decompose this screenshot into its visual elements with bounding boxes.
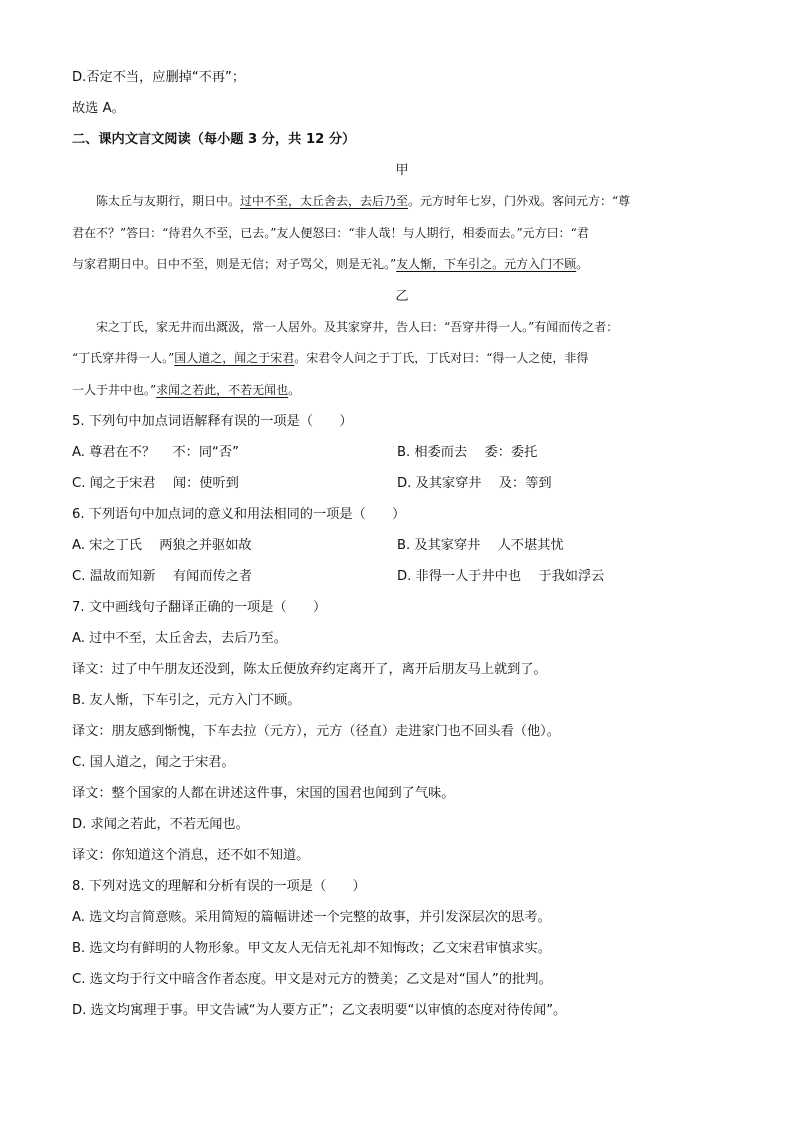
document-page xyxy=(72,62,732,1026)
underlined-sentence-3: 国人道之，闻之于宋君 xyxy=(174,351,295,365)
question-5-option-d: D. 及其家穿井 及：等到 xyxy=(397,476,552,491)
answer-option-d: D.否定不当，应删掉“不再”； xyxy=(72,70,246,85)
question-7-option-b: B. 友人惭，下车引之，元方入门不顾。 xyxy=(72,693,301,708)
question-5-option-a: A. 尊君在不？ 不：同“否” xyxy=(72,445,239,460)
question-6-options-row-2 xyxy=(72,561,732,592)
underlined-sentence-2: 友人惭，下车引之。元方入门不顾 xyxy=(396,257,577,271)
question-6-option-d: D. 非得一人于井中也 于我如浮云 xyxy=(397,569,605,584)
question-5-options-row-2 xyxy=(72,468,732,499)
question-6-option-c: C. 温故而知新 有闻而传之者 xyxy=(72,569,253,584)
question-8-option-d: D. 选文均寓理于事。甲文告诫“为人要方正”；乙文表明要“以审慎的态度对待传闻”。 xyxy=(72,1003,567,1018)
question-7-option-c-translation: 译文：整个国家的人都在讲述这件事，宋国的国君也闻到了气味。 xyxy=(72,786,455,801)
underlined-sentence-1: 过中不至，太丘舍去，去后乃至 xyxy=(240,194,409,208)
question-6-option-b: B. 及其家穿井 人不堪其忧 xyxy=(397,538,564,553)
question-5-stem: 5. 下列句中加点词语解释有误的一项是（ ） xyxy=(72,414,353,429)
passage-b-line-3: 一人于井中也。”求闻之若此，不若无闻也。 xyxy=(72,382,301,397)
answer-choice: 故选 A。 xyxy=(72,101,125,116)
question-8-option-c: C. 选文均于行文中暗含作者态度。甲文是对元方的赞美；乙文是对“国人”的批判。 xyxy=(72,972,552,987)
question-6-options-row-1 xyxy=(72,530,732,561)
question-5-option-c: C. 闻之于宋君 闻：使听到 xyxy=(72,476,239,491)
passage-a-line-2: 君在不？”答曰：“待君久不至，已去。”友人便怒曰：“非人哉！与人期行，相委而去。”元方曰：“君 xyxy=(72,225,589,240)
passage-a-heading: 甲 xyxy=(395,163,409,178)
underlined-sentence-4: 求闻之若此，不若无闻也 xyxy=(156,382,289,397)
passage-a-line-3: 与家君期日中。日中不至，则是无信；对子骂父，则是无礼。”友人惭，下车引之。元方入门不顾。 xyxy=(72,257,589,271)
question-7-option-c: C. 国人道之，闻之于宋君。 xyxy=(72,755,235,770)
question-7-stem: 7. 文中画线句子翻译正确的一项是（ ） xyxy=(72,600,327,615)
passage-b-line-1: 宋之丁氏，家无井而出溉汲，常一人居外。及其家穿井，告人曰：“吾穿井得一人。”有闻而传之者： xyxy=(96,319,619,334)
question-6-stem: 6. 下列语句中加点词的意义和用法相同的一项是（ ） xyxy=(72,507,406,522)
question-7-option-a-translation: 译文：过了中午朋友还没到，陈太丘便放弃约定离开了，离开后朋友马上就到了。 xyxy=(72,662,547,677)
section-title: 二、课内文言文阅读（每小题 3 分，共 12 分） xyxy=(72,132,356,147)
question-8-option-b: B. 选文均有鲜明的人物形象。甲文友人无信无礼却不知悔改；乙文宋君审慎求实。 xyxy=(72,941,551,956)
question-7-option-d-translation: 译文：你知道这个消息，还不如不知道。 xyxy=(72,848,310,863)
question-8-option-a: A. 选文均言简意赅。采用简短的篇幅讲述一个完整的故事，并引发深层次的思考。 xyxy=(72,910,551,925)
passage-b-line-2: “丁氏穿井得一人。”国人道之，闻之于宋君。宋君令人问之于丁氏，丁氏对曰：“得一人之使，非得 xyxy=(72,351,589,365)
question-7-option-d: D. 求闻之若此，不若无闻也。 xyxy=(72,817,249,832)
passage-a-line-1: 陈太丘与友期行，期日中。过中不至，太丘舍去，去后乃至。元方时年七岁，门外戏。客问元方：“尊 xyxy=(96,194,631,208)
question-5-options-row-1 xyxy=(72,437,732,468)
passage-b-heading: 乙 xyxy=(395,288,409,304)
question-8-stem: 8. 下列对选文的理解和分析有误的一项是（ ） xyxy=(72,879,366,894)
question-5-option-b: B. 相委而去 委：委托 xyxy=(397,445,538,460)
question-7-option-a: A. 过中不至，太丘舍去，去后乃至。 xyxy=(72,631,287,646)
question-7-option-b-translation: 译文：朋友感到惭愧，下车去拉（元方），元方（径直）走进家门也不回头看（他）。 xyxy=(72,724,560,739)
question-6-option-a: A. 宋之丁氏 两狼之并驱如故 xyxy=(72,538,252,553)
